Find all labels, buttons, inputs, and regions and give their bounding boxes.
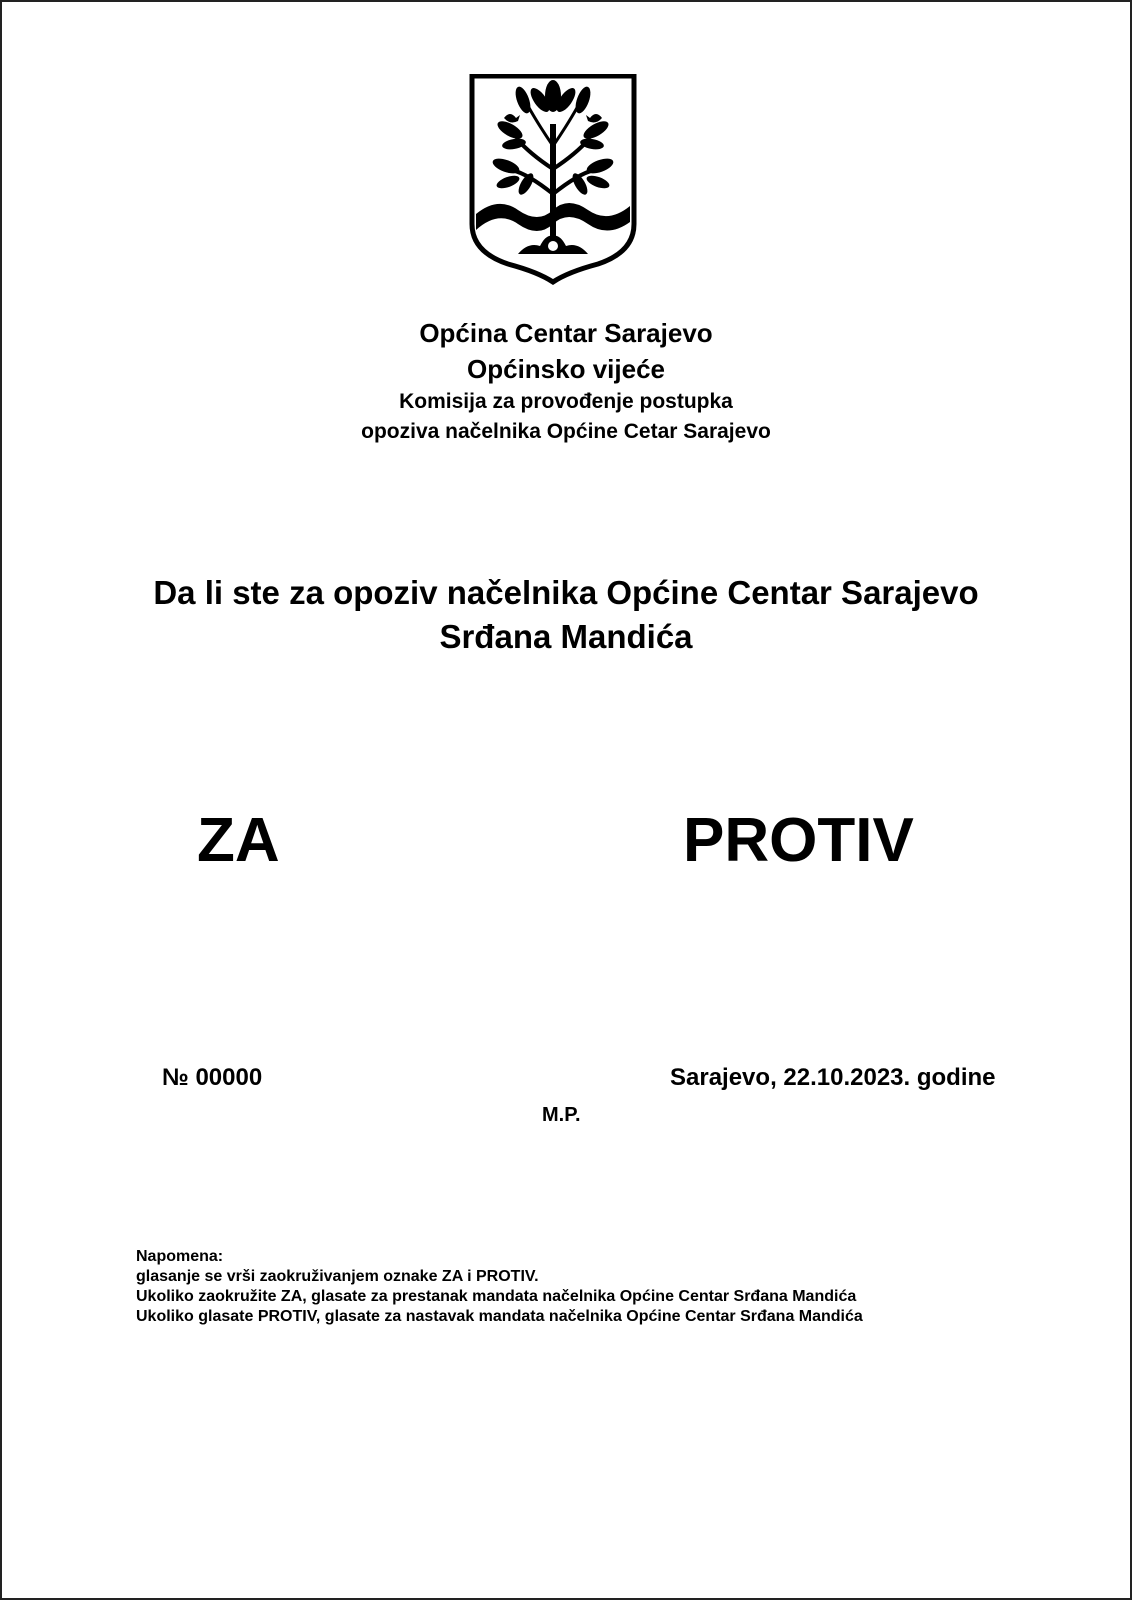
stamp-placeholder: M.P. — [542, 1104, 581, 1126]
place-and-date: Sarajevo, 22.10.2023. godine — [670, 1064, 996, 1091]
municipality-name: Općina Centar Sarajevo — [419, 318, 713, 348]
council-name: Općinsko vijeće — [467, 354, 665, 384]
note-line: glasanje se vrši zaokruživanjem oznake ZA i PROTIV. — [136, 1268, 539, 1285]
serial-value: 00000 — [195, 1064, 263, 1091]
note-title: Napomena: — [136, 1248, 224, 1265]
ballot-question-line1: Da li ste za opoziv načelnika Općine Centar Sarajevo — [153, 574, 979, 611]
option-for[interactable]: ZA — [197, 806, 280, 875]
option-against[interactable]: PROTIV — [683, 806, 914, 875]
voting-note — [136, 1247, 863, 1327]
coat-of-arms-icon — [468, 74, 638, 286]
commission-name-line2: opoziva načelnika Općine Cetar Sarajevo — [361, 420, 771, 443]
commission-name-line1: Komisija za provođenje postupka — [399, 390, 733, 413]
serial-symbol: № — [162, 1064, 189, 1091]
note-line: Ukoliko glasate PROTIV, glasate za nastavak mandata načelnika Općine Centar Srđana Mandića — [136, 1308, 863, 1325]
note-line: Ukoliko zaokružite ZA, glasate za prestanak mandata načelnika Općine Centar Srđana Mandića — [136, 1288, 857, 1305]
ballot-question-line2: Srđana Mandića — [439, 618, 693, 655]
serial-number — [162, 1064, 262, 1092]
